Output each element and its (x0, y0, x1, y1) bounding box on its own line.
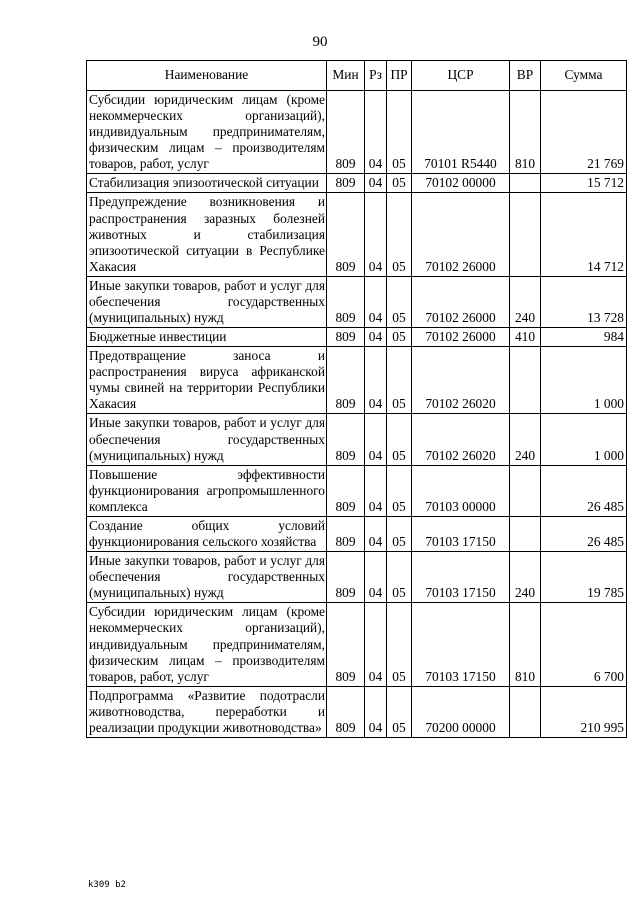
row-pr: 05 (387, 91, 412, 174)
row-pr: 05 (387, 193, 412, 276)
row-csr: 70102 26000 (412, 328, 510, 347)
row-sum: 210 995 (541, 686, 627, 737)
row-name: Подпрограмма «Развитие подотрасли животноводства, переработки и реализации продукции животноводства» (87, 686, 327, 737)
row-vr: 410 (510, 328, 541, 347)
row-vr (510, 174, 541, 193)
row-min: 809 (327, 414, 365, 465)
table-row (87, 686, 627, 737)
budget-table (86, 60, 627, 738)
row-min: 809 (327, 603, 365, 686)
row-rz: 04 (365, 328, 387, 347)
row-min: 809 (327, 347, 365, 414)
header-name: Наименование (87, 61, 327, 91)
row-csr: 70103 17150 (412, 552, 510, 603)
header-min: Мин (327, 61, 365, 91)
row-min: 809 (327, 516, 365, 551)
row-min: 809 (327, 552, 365, 603)
row-vr (510, 516, 541, 551)
row-csr: 70103 17150 (412, 603, 510, 686)
row-sum: 21 769 (541, 91, 627, 174)
row-sum: 19 785 (541, 552, 627, 603)
row-csr: 70103 17150 (412, 516, 510, 551)
row-sum: 15 712 (541, 174, 627, 193)
row-pr: 05 (387, 686, 412, 737)
row-sum: 1 000 (541, 414, 627, 465)
table-row (87, 414, 627, 465)
row-rz: 04 (365, 516, 387, 551)
row-name: Стабилизация эпизоотической ситуации (87, 174, 327, 193)
table-row (87, 603, 627, 686)
table-row (87, 193, 627, 276)
row-pr: 05 (387, 328, 412, 347)
row-name: Бюджетные инвестиции (87, 328, 327, 347)
row-vr (510, 465, 541, 516)
row-name: Повышение эффективности функционирования агропромышленного комплекса (87, 465, 327, 516)
row-vr (510, 347, 541, 414)
row-min: 809 (327, 174, 365, 193)
table-row (87, 516, 627, 551)
row-rz: 04 (365, 552, 387, 603)
table-row (87, 276, 627, 327)
row-vr: 240 (510, 276, 541, 327)
row-sum: 26 485 (541, 465, 627, 516)
table-row (87, 552, 627, 603)
page-number: 90 (312, 34, 328, 50)
row-rz: 04 (365, 465, 387, 516)
table-row (87, 347, 627, 414)
header-vr: ВР (510, 61, 541, 91)
row-vr (510, 193, 541, 276)
row-rz: 04 (365, 414, 387, 465)
row-name: Создание общих условий функционирования сельского хозяйства (87, 516, 327, 551)
row-min: 809 (327, 193, 365, 276)
row-min: 809 (327, 686, 365, 737)
row-name: Иные закупки товаров, работ и услуг для обеспечения государственных (муниципальных) нужд (87, 276, 327, 327)
row-sum: 984 (541, 328, 627, 347)
header-sum: Сумма (541, 61, 627, 91)
row-sum: 6 700 (541, 603, 627, 686)
table-header-row (87, 61, 627, 91)
footer-code: k309 b2 (88, 880, 126, 890)
row-vr (510, 686, 541, 737)
row-vr: 240 (510, 552, 541, 603)
row-rz: 04 (365, 686, 387, 737)
row-pr: 05 (387, 414, 412, 465)
row-csr: 70102 26000 (412, 276, 510, 327)
row-rz: 04 (365, 603, 387, 686)
row-pr: 05 (387, 552, 412, 603)
row-sum: 1 000 (541, 347, 627, 414)
row-name: Иные закупки товаров, работ и услуг для обеспечения государственных (муниципальных) нужд (87, 414, 327, 465)
row-pr: 05 (387, 276, 412, 327)
table-row (87, 91, 627, 174)
row-min: 809 (327, 328, 365, 347)
row-pr: 05 (387, 465, 412, 516)
row-csr: 70101 R5440 (412, 91, 510, 174)
table-row (87, 328, 627, 347)
row-min: 809 (327, 465, 365, 516)
row-sum: 14 712 (541, 193, 627, 276)
row-name: Иные закупки товаров, работ и услуг для обеспечения государственных (муниципальных) нужд (87, 552, 327, 603)
row-name: Субсидии юридическим лицам (кроме некоммерческих организаций), индивидуальным предпринимателям, физическим лицам – производителям товаров, работ, услуг (87, 603, 327, 686)
row-name: Субсидии юридическим лицам (кроме некоммерческих организаций), индивидуальным предпринимателям, физическим лицам – производителям товаров, работ, услуг (87, 91, 327, 174)
row-vr: 240 (510, 414, 541, 465)
row-rz: 04 (365, 193, 387, 276)
table-row (87, 465, 627, 516)
row-sum: 26 485 (541, 516, 627, 551)
row-rz: 04 (365, 91, 387, 174)
row-min: 809 (327, 91, 365, 174)
row-name: Предотвращение заноса и распространения вируса африканской чумы свиней на территории Республики Хакасия (87, 347, 327, 414)
header-rz: Рз (365, 61, 387, 91)
row-sum: 13 728 (541, 276, 627, 327)
row-pr: 05 (387, 603, 412, 686)
row-min: 809 (327, 276, 365, 327)
row-rz: 04 (365, 347, 387, 414)
row-csr: 70200 00000 (412, 686, 510, 737)
table-row (87, 174, 627, 193)
row-csr: 70102 26020 (412, 414, 510, 465)
header-pr: ПР (387, 61, 412, 91)
row-pr: 05 (387, 347, 412, 414)
row-rz: 04 (365, 174, 387, 193)
row-vr: 810 (510, 91, 541, 174)
row-csr: 70102 26000 (412, 193, 510, 276)
row-pr: 05 (387, 174, 412, 193)
row-csr: 70102 26020 (412, 347, 510, 414)
row-csr: 70102 00000 (412, 174, 510, 193)
row-vr: 810 (510, 603, 541, 686)
row-name: Предупреждение возникновения и распространения заразных болезней животных и стабилизация эпизоотической ситуации в Республике Хакасия (87, 193, 327, 276)
row-csr: 70103 00000 (412, 465, 510, 516)
row-pr: 05 (387, 516, 412, 551)
row-rz: 04 (365, 276, 387, 327)
header-csr: ЦСР (412, 61, 510, 91)
